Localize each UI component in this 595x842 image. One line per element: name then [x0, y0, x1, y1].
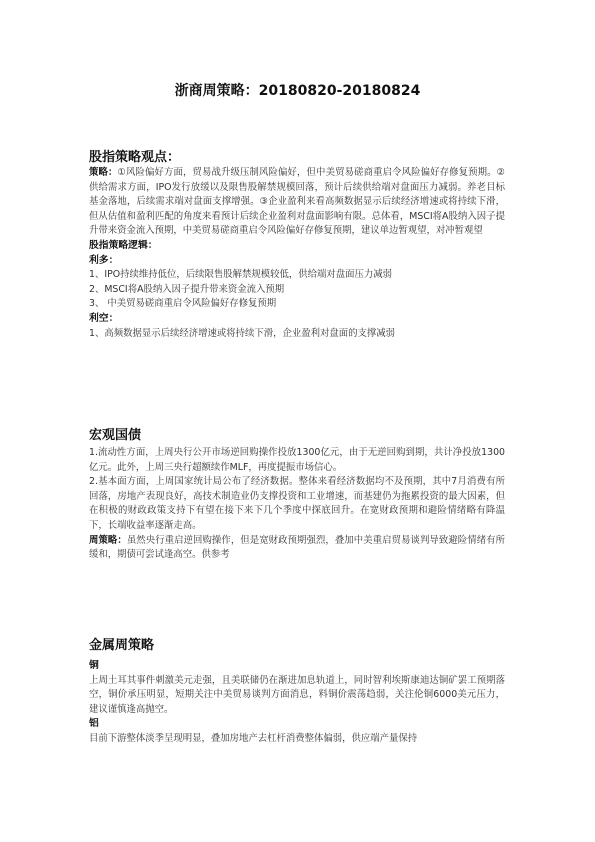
weekly-label: 周策略：: [89, 534, 127, 546]
macro-section-heading: 宏观国债: [89, 428, 142, 443]
bull-item-2: 2、MSCI将A股纳入因子提升带来资金流入预期: [89, 283, 285, 295]
metals-block: [89, 659, 505, 747]
bear-heading: 利空：: [89, 312, 119, 324]
bull-item-1: 1、IPO持续维持低位，后续限售股解禁规模较低，供给端对盘面压力减弱: [89, 269, 393, 281]
weekly-text: 虽然央行重启逆回购操作，但是宽财政预期强烈，叠加中美重启贸易谈判导致避险情绪有所缓和，期债可尝试逢高空。供参考: [89, 534, 505, 561]
strategy-paragraph: [89, 166, 505, 239]
macro-block: [89, 446, 505, 563]
copper-text: 上周土耳其事件刺激美元走强，且美联储仍在渐进加息轨道上，同时智利埃斯康迪达铜矿罢工预期落空，铜价承压明显，短期关注中美贸易谈判方面消息，料铜价震荡趋弱，关注伦铜6000美元压力，建议谨慎逢高抛空。: [89, 674, 505, 715]
bull-item-3: 3、 中美贸易磋商重启令风险偏好存修复预期: [89, 298, 277, 310]
index-strategy-block: [89, 166, 505, 341]
strategy-text: ①风险偏好方面，贸易战升级压制风险偏好，但中美贸易磋商重启令风险偏好存修复预期。②供给需求方面，IPO发行放缓以及限售股解禁规模回落，预计后续供给端对盘面压力减弱。养老目标基金落地，后续需求端对盘面支撑增强。③企业盈利来看高频数据显示后续经济增速或将持续下滑，但从估值和盈利匹配的角度来看预计后续企业盈利对盘面影响有限。总体看，MSCI将A股纳入因子提升带来资金流入预期，中美贸易磋商重启令风险偏好存修复预期，建议单边暂观望，对冲暂观望: [89, 167, 505, 237]
aluminum-text: 目前下游整体淡季呈现明显，叠加房地产去杠杆消费整体偏弱，供应端产量保持: [89, 732, 418, 744]
copper-heading: 铜: [89, 660, 99, 671]
macro-paragraph-1: 1.流动性方面，上周央行公开市场逆回购操作投放1300亿元，由于无逆回购到期，共计净投放1300亿元。此外，上周三央行超额续作MLF，再度提振市场信心。: [89, 447, 505, 473]
aluminum-heading: 铝: [89, 718, 99, 730]
page-title: 浙商周策略：20180820-20180824: [174, 83, 421, 99]
strategy-label: 策略：: [89, 167, 118, 178]
logic-heading: 股指策略逻辑：: [89, 239, 158, 251]
bear-item-1: 1、高频数据显示后续经济增速或将持续下滑，企业盈利对盘面的支撑减弱: [89, 327, 395, 339]
metals-section-heading: 金属周策略: [89, 638, 155, 653]
index-section-heading: 股指策略观点：: [89, 150, 181, 165]
macro-paragraph-2: 2.基本面方面，上周国家统计局公布了经济数据。整体来看经济数据均不及预期，其中7月消费有所回落，房地产表现良好，高技术制造业仍支撑投资和工业增速，而基建仍为拖累投资的最大因素，但在积极的财政政策支持下有望在接下来下几个季度中探底回升。在宽财政预期和避险情绪略有降温下，长端收益率逐渐走高。: [89, 476, 505, 531]
bull-heading: 利多：: [89, 254, 119, 266]
macro-weekly-paragraph: [89, 534, 505, 563]
